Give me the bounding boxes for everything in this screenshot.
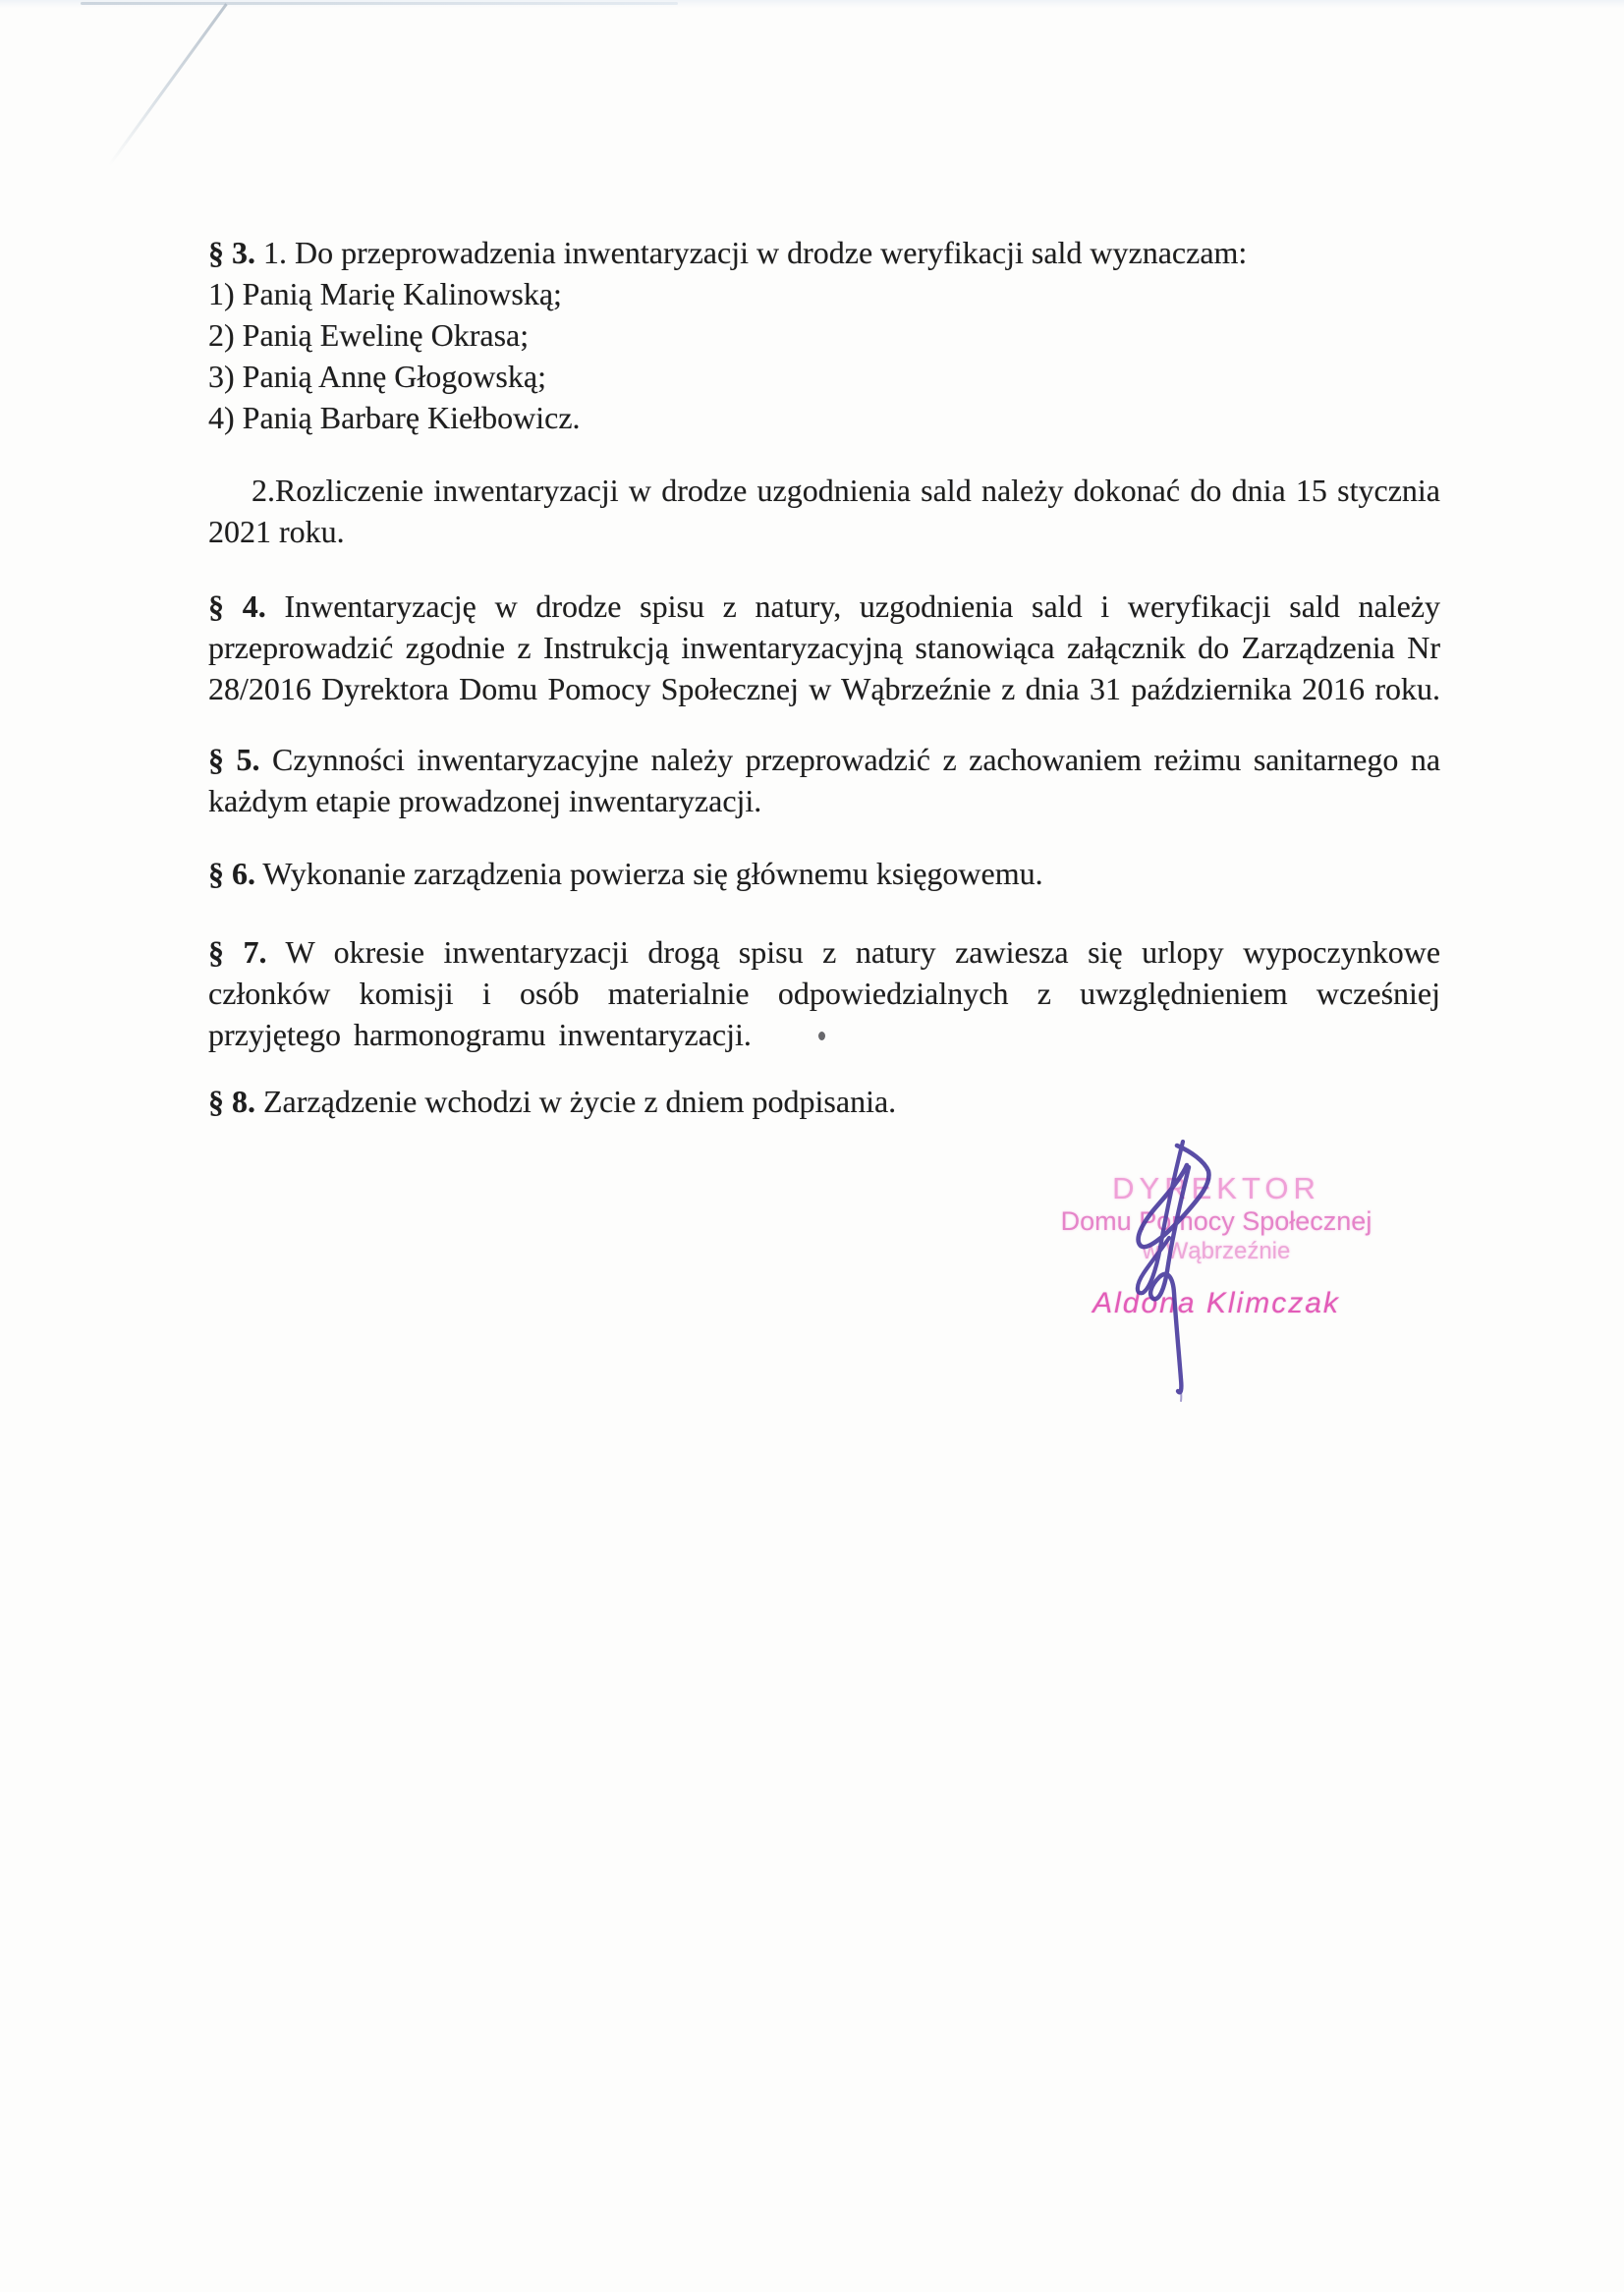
list-item-4: 4) Panią Barbarę Kiełbowicz. xyxy=(208,400,581,435)
section-marker: § 3. xyxy=(208,235,255,270)
list-item-3: 3) Panią Annę Głogowską; xyxy=(208,359,546,394)
stamp-title: DYREKTOR xyxy=(1112,1171,1320,1205)
text-line: § 7. W okresie inwentaryzacji drogą spisu z natury zawiesza się urlopy wypoczynkowe xyxy=(208,934,1441,970)
paragraph-6 xyxy=(208,853,1440,894)
scan-artifact-top-line xyxy=(81,2,678,5)
section-marker: § 7. xyxy=(208,934,267,970)
stamp-org-line1: Domu Pomocy Społecznej xyxy=(1060,1206,1372,1236)
section-marker: § 5. xyxy=(208,742,260,777)
text-line: 28/2016 Dyrektora Domu Pomocy Społecznej w Wąbrzeźnie z dnia 31 października 2016 roku. xyxy=(208,671,1440,706)
text-line: 2.Rozliczenie inwentaryzacji w drodze uzgodnienia sald należy dokonać do dnia 15 stycznia xyxy=(252,473,1440,508)
text-line: przyjętego harmonogramu inwentaryzacji. xyxy=(208,1017,752,1052)
text-line: § 4. Inwentaryzację w drodze spisu z natury, uzgodnienia sald i weryfikacji sald należy xyxy=(208,588,1441,624)
paragraph-5 xyxy=(208,739,1440,821)
handwritten-signature xyxy=(1118,1140,1240,1405)
paragraph-3 xyxy=(208,232,1440,438)
paragraph-3-sub-2 xyxy=(208,470,1440,552)
section-marker: § 6. xyxy=(208,856,255,891)
text-line: przeprowadzić zgodnie z Instrukcją inwentaryzacyjną stanowiąca załącznik do Zarządzenia Nr xyxy=(208,630,1440,665)
text-line: § 5. Czynności inwentaryzacyjne należy przeprowadzić z zachowaniem reżimu sanitarnego na xyxy=(208,742,1441,777)
stamp-signer-name: Aldona Klimczak xyxy=(1092,1287,1340,1319)
scan-artifact-diagonal-line xyxy=(108,3,227,166)
text-line: członków komisji i osób materialnie odpowiedzialnych z uwzględnieniem wcześniej xyxy=(208,976,1440,1011)
paragraph-4 xyxy=(208,586,1440,709)
text-line: § 8. Zarządzenie wchodzi w życie z dniem podpisania. xyxy=(208,1084,897,1119)
text-line: każdym etapie prowadzonej inwentaryzacji. xyxy=(208,783,762,818)
paragraph-8 xyxy=(208,1081,1440,1122)
paragraph-7 xyxy=(208,931,1440,1055)
list-item-1: 1) Panią Marię Kalinowską; xyxy=(208,276,562,311)
section-marker: § 4. xyxy=(208,588,266,624)
text-line: 2021 roku. xyxy=(208,514,345,549)
list-item-2: 2) Panią Ewelinę Okrasa; xyxy=(208,317,530,353)
paragraph-3-heading: § 3. 1. Do przeprowadzenia inwentaryzacji w drodze weryfikacji sald wyznaczam: xyxy=(208,235,1248,270)
stamp-org-line2: w Wąbrzeźnie xyxy=(1142,1238,1291,1264)
text-line: § 6. Wykonanie zarządzenia powierza się głównemu księgowemu. xyxy=(208,856,1043,891)
section-marker: § 8. xyxy=(208,1084,255,1119)
